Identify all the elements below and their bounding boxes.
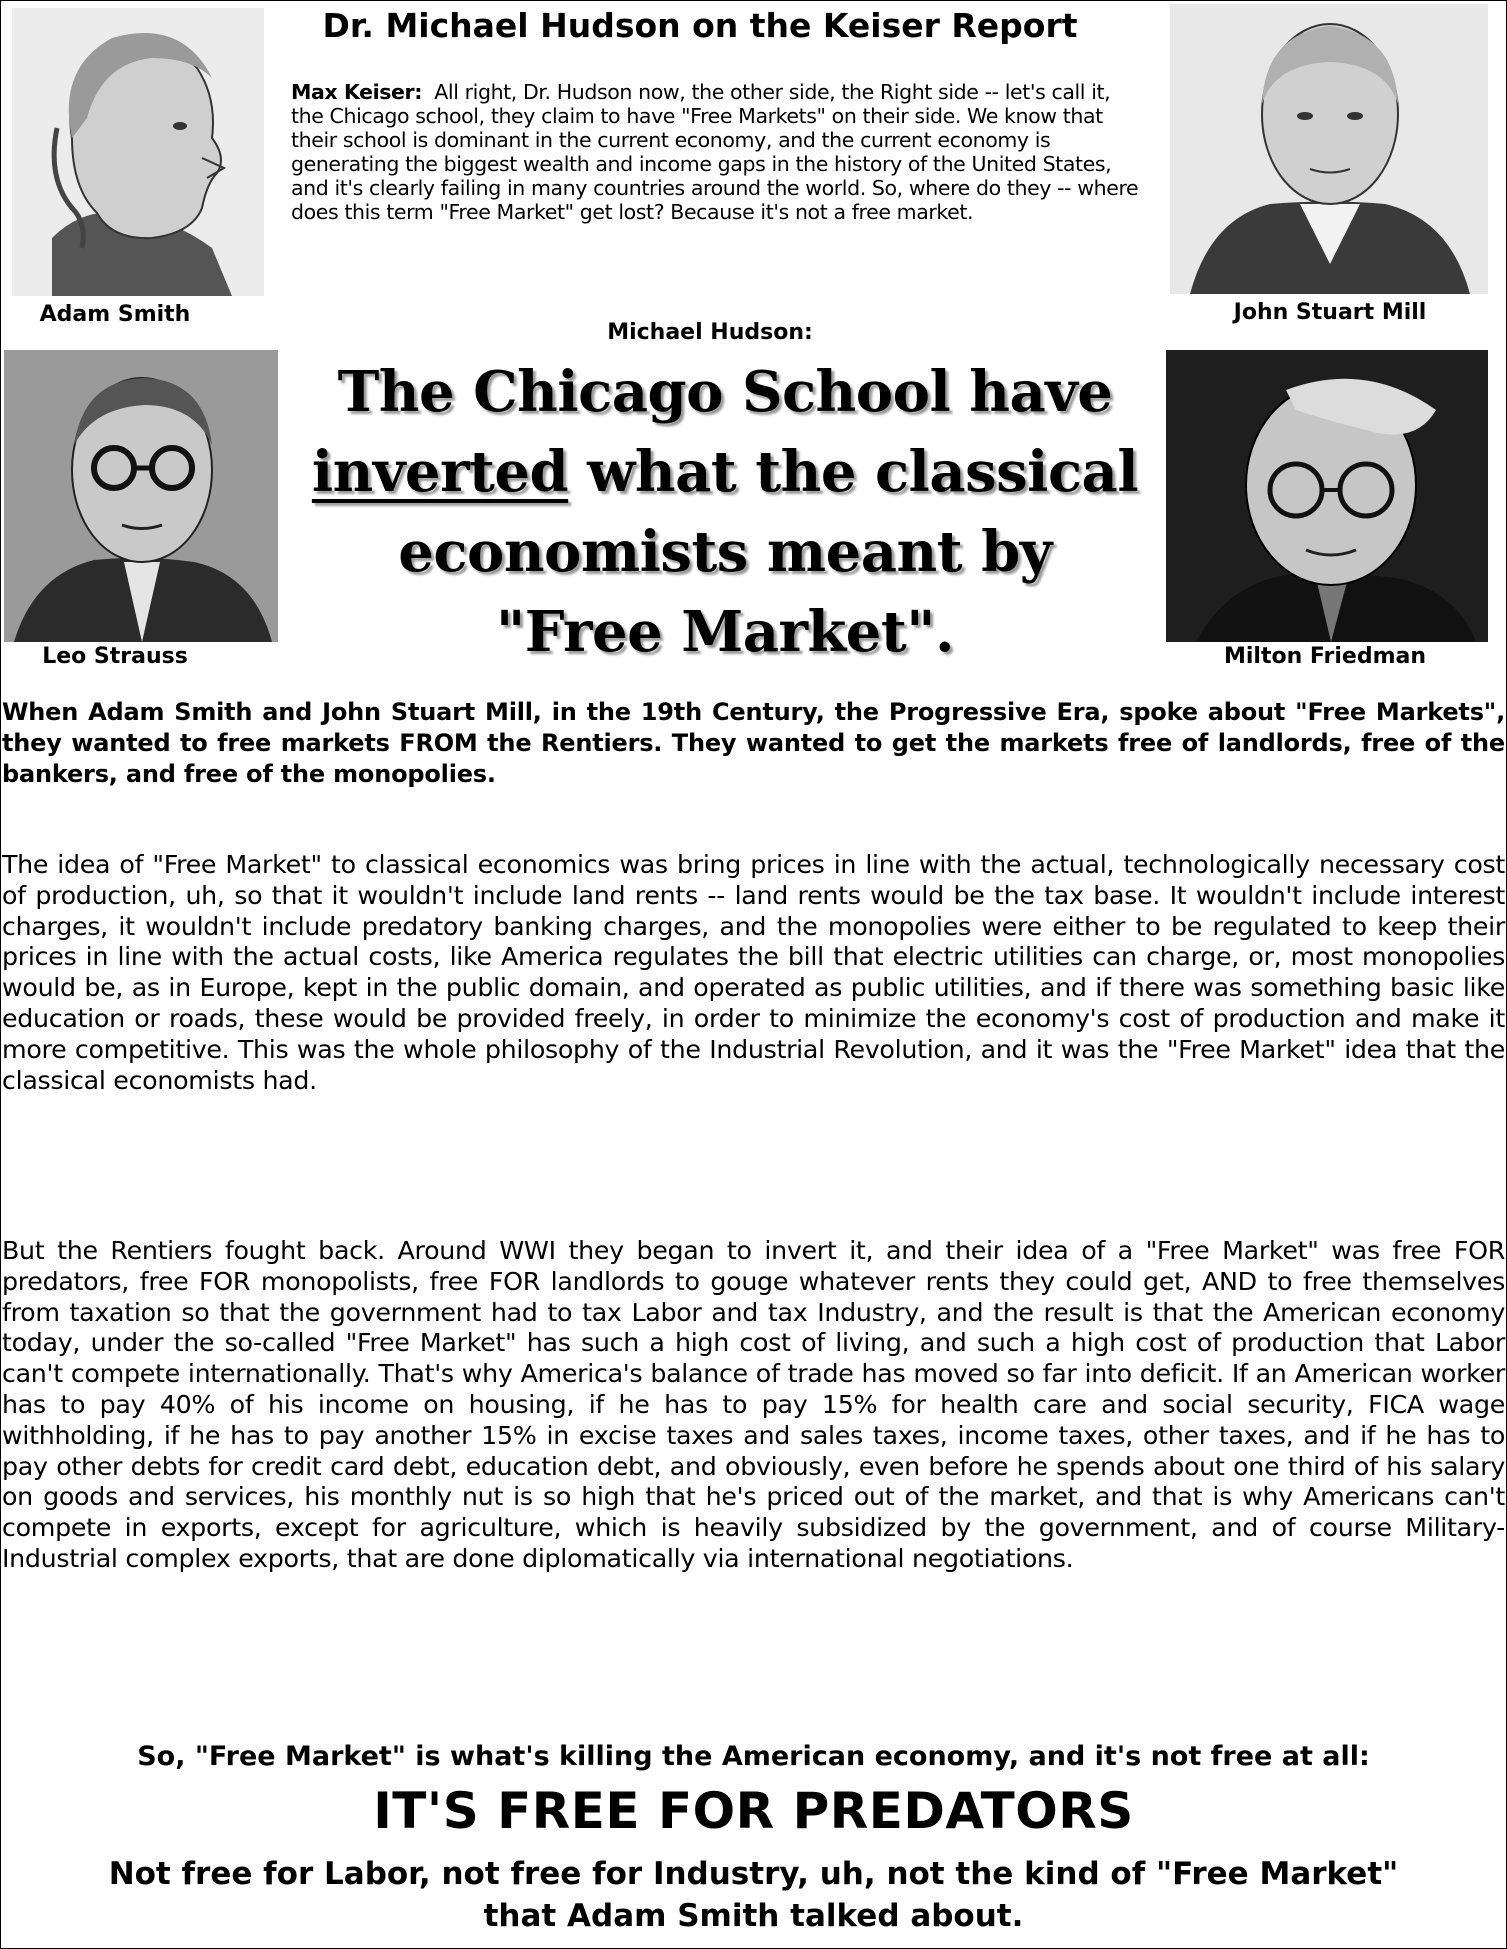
- caption-john-stuart-mill: John Stuart Mill: [1233, 300, 1427, 325]
- caption-milton-friedman: Milton Friedman: [1223, 644, 1427, 669]
- portrait-leo-strauss: [4, 350, 278, 642]
- conclusion-line: So, "Free Market" is what's killing the American economy, and it's not free at all:: [137, 1741, 1370, 1772]
- headline-line-4: "Free Market".: [496, 599, 954, 665]
- hudson-speaker-label: Michael Hudson:: [607, 320, 813, 345]
- keiser-quote: [291, 80, 1141, 224]
- headline-line-3: economists meant by: [398, 519, 1052, 585]
- portrait-adam-smith: [12, 8, 264, 296]
- caption-adam-smith: Adam Smith: [39, 302, 191, 327]
- headline: [300, 352, 1150, 672]
- closing-line-1: Not free for Labor, not free for Industry, uh, not the kind of "Free Market": [108, 1856, 1399, 1892]
- intro-paragraph: When Adam Smith and John Stuart Mill, in the 19th Century, the Progressive Era, spoke about "Free Markets", they wanted to free markets FROM the Rentiers. They wanted to get the markets free of landlords, free of the bankers, and free of the monopolies.: [2, 698, 1505, 788]
- portrait-john-stuart-mill: [1170, 4, 1488, 294]
- portrait-milton-friedman: [1166, 350, 1488, 642]
- headline-emphasis: inverted: [311, 439, 569, 505]
- headline-line-2: [300, 432, 1150, 512]
- keiser-quote-text: All right, Dr. Hudson now, the other side, the Right side -- let's call it, the Chicago school, they claim to have "Free Markets" on their side. We know that their school is dominant in the current economy, and the current economy is generating the biggest wealth and income gaps in the history of the United States, and it's clearly failing in many countries around the world. So, where do they -- where does this term "Free Market" get lost? Because it's not a free market.: [291, 80, 1139, 224]
- closing-line-2: that Adam Smith talked about.: [483, 1898, 1024, 1934]
- predators-headline: IT'S FREE FOR PREDATORS: [373, 1782, 1134, 1840]
- keiser-speaker: Max Keiser:: [291, 80, 423, 104]
- body-paragraph-2: But the Rentiers fought back. Around WWI they began to invert it, and their idea of a "Free Market" was free FOR predators, free FOR monopolists, free FOR landlords to gouge whatever rents they could get, AND to free themselves from taxation so that the government had to tax Labor and tax Industry, and the result is that the American economy today, under the so-called "Free Market" has such a high cost of living, and such a high cost of production that Labor can't compete internationally. That's why America's balance of trade has moved so far into deficit. If an American worker has to pay 40% of his income on housing, if he has to pay 15% for health care and social security, FICA wage withholding, if he has to pay another 15% in excise taxes and sales taxes, income taxes, other taxes, and if he has to pay other debts for credit card debt, education debt, and obviously, even before he spends about one third of his salary on goods and services, his monthly nut is so high that he's priced out of the market, and that is why Americans can't compete in exports, except for agriculture, which is heavily subsidized by the government, and of course Military-Industrial complex exports, that are done diplomatically via international negotiations.: [2, 1236, 1505, 1573]
- page-title: Dr. Michael Hudson on the Keiser Report: [322, 6, 1078, 45]
- body-paragraph-1: The idea of "Free Market" to classical economics was bring prices in line with the actual, technologically necessary cost of production, uh, so that it wouldn't include land rents -- land rents would be the tax base. It wouldn't include interest charges, it wouldn't include predatory banking charges, and the monopolies were either to be regulated to keep their prices in line with the actual costs, like America regulates the bill that electric utilities can charge, or, most monopolies would be, as in Europe, kept in the public domain, and operated as public utilities, and if there was something basic like education or roads, these would be provided freely, in order to minimize the economy's cost of production and make it more competitive. This was the whole philosophy of the Industrial Revolution, and it was the "Free Market" idea that the classical economists had.: [2, 850, 1505, 1095]
- headline-line-1: The Chicago School have: [337, 359, 1113, 425]
- closing-text: [0, 1853, 1507, 1937]
- caption-leo-strauss: Leo Strauss: [42, 644, 188, 669]
- headline-line-2-rest: what the classical: [568, 439, 1139, 505]
